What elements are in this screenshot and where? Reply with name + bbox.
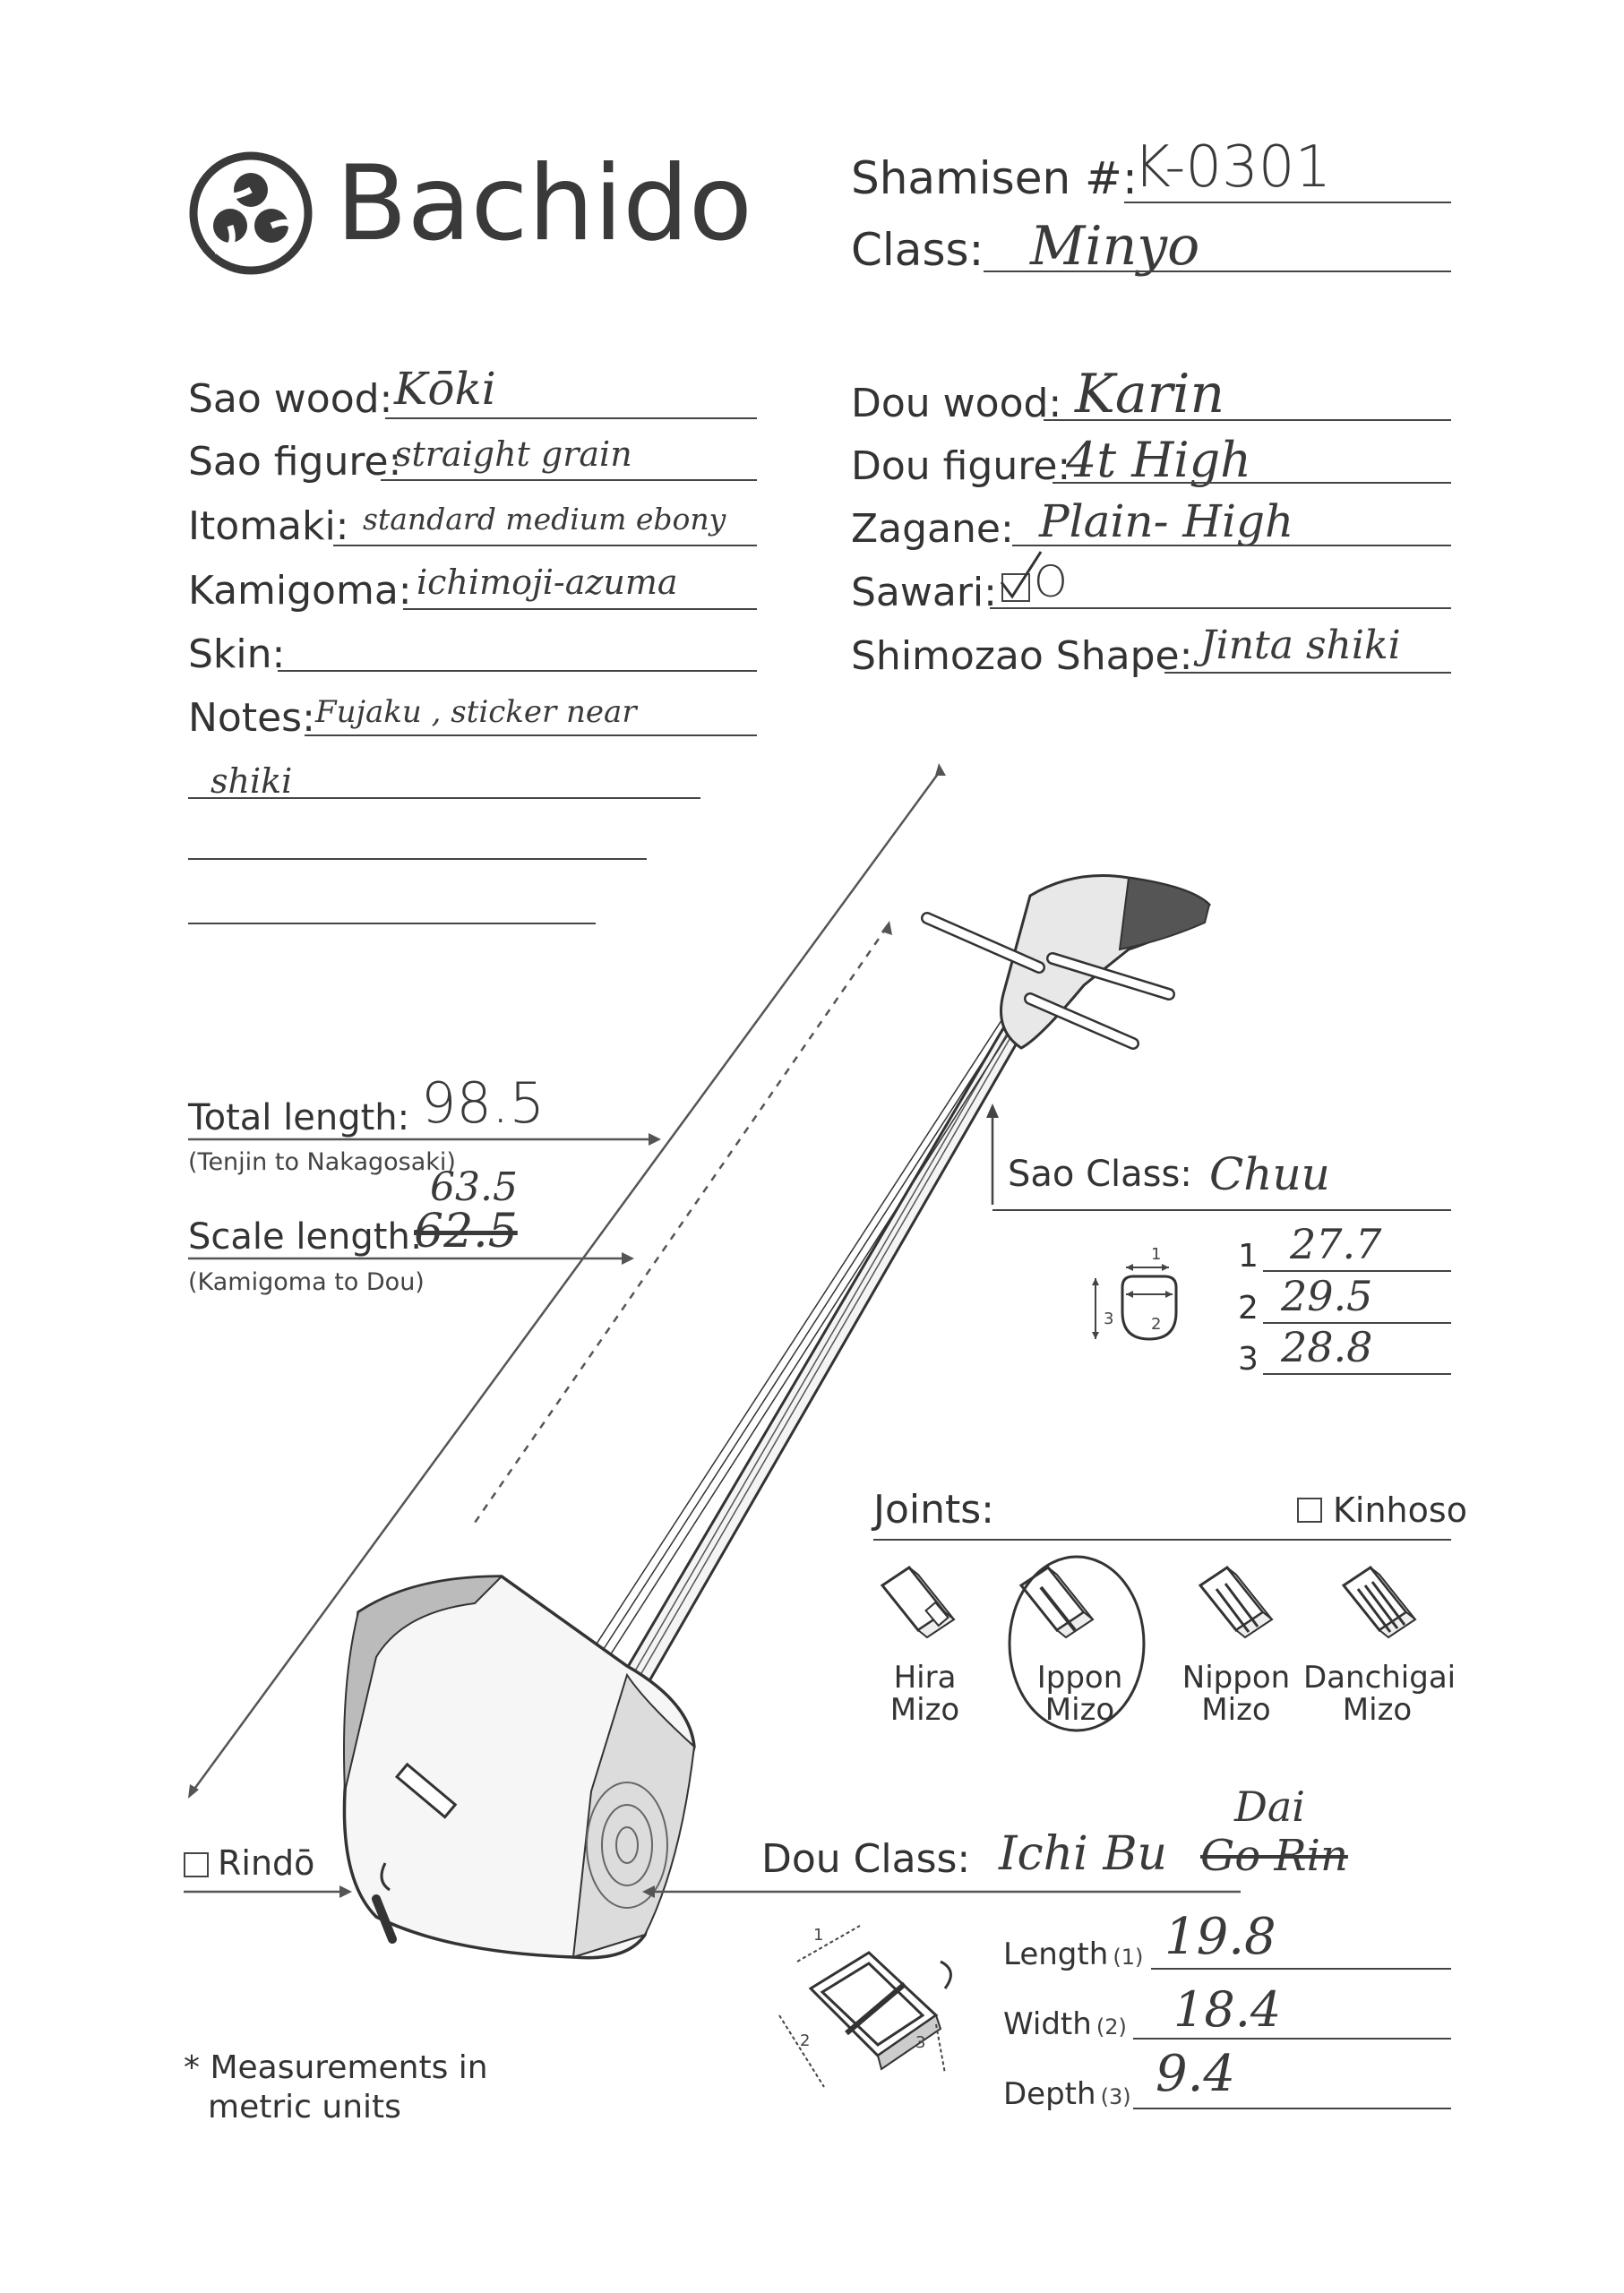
sao-diagram-label-2: 2 xyxy=(1151,1315,1162,1334)
kamigoma-label: Kamigoma: xyxy=(188,568,412,614)
dou-width-value: 18.4 xyxy=(1173,1981,1282,2038)
dou-depth-row xyxy=(1003,2076,1131,2112)
sao-figure-label: Sao figure: xyxy=(188,439,402,485)
dou-wood-underline xyxy=(1044,419,1451,421)
itomaki-underline xyxy=(333,545,757,546)
kamigoma-value: ichimoji-azuma xyxy=(417,563,678,602)
dou-depth-num: (3) xyxy=(1100,2084,1131,2109)
dou-class-label: Dou Class: xyxy=(761,1836,971,1882)
dou-class-struck: Go Rin xyxy=(1200,1831,1348,1881)
sao-cross-section-diagram xyxy=(1079,1241,1196,1357)
rindo-checkbox[interactable] xyxy=(184,1852,209,1877)
zagane-underline xyxy=(1012,545,1451,546)
dou-width-row xyxy=(1003,2006,1127,2042)
joint-hira-line2: Mizo xyxy=(889,1692,960,1728)
brand-name: Bachido xyxy=(336,143,752,264)
class-label: Class: xyxy=(851,224,984,276)
kinhoso-checkbox[interactable] xyxy=(1297,1498,1322,1523)
shimozao-shape-label: Shimozao Shape: xyxy=(851,633,1193,679)
sao-class-label: Sao Class: xyxy=(1008,1154,1192,1195)
sao-wood-underline xyxy=(385,417,757,419)
joint-hira-mizo-icon xyxy=(873,1559,972,1648)
dou-depth-value: 9.4 xyxy=(1156,2045,1236,2103)
sao-wood-label: Sao wood: xyxy=(188,376,393,422)
sawari-label: Sawari: xyxy=(851,570,997,615)
joint-hira-line1: Hira xyxy=(893,1660,957,1696)
sao-measure-1-value: 27.7 xyxy=(1290,1220,1382,1268)
sao-measure-3-num: 3 xyxy=(1238,1341,1259,1378)
scale-length-sub: (Kamigoma to Dou) xyxy=(188,1268,425,1296)
total-length-sub: (Tenjin to Nakagosaki) xyxy=(188,1148,456,1176)
joint-ippon-mizo-label xyxy=(1024,1662,1136,1726)
zagane-label: Zagane: xyxy=(851,506,1014,552)
dou-length-underline xyxy=(1151,1968,1451,1970)
skin-label: Skin: xyxy=(188,631,286,677)
itomaki-value: standard medium ebony xyxy=(363,502,726,537)
mitsudomoe-logo-icon xyxy=(188,150,314,276)
dou-length-row xyxy=(1003,1937,1143,1972)
scale-length-value: 63.5 xyxy=(430,1164,518,1210)
joint-hira-mizo-label xyxy=(869,1662,981,1726)
dou-figure-label: Dou figure: xyxy=(851,443,1071,489)
dou-depth-underline xyxy=(1133,2108,1451,2109)
dou-diagram-label-1: 1 xyxy=(813,1926,824,1945)
total-length-value: 98.5 xyxy=(421,1070,546,1136)
sao-measure-2-value: 29.5 xyxy=(1281,1272,1373,1320)
kamigoma-underline xyxy=(403,608,757,610)
dou-figure-underline xyxy=(1053,482,1451,484)
footnote-line1: * Measurements in xyxy=(184,2049,488,2086)
dou-width-label: Width xyxy=(1003,2006,1092,2042)
joints-label: Joints: xyxy=(873,1487,995,1533)
dou-diagram-label-2: 2 xyxy=(800,2031,811,2050)
skin-underline xyxy=(278,670,757,672)
scale-length-label: Scale length: xyxy=(188,1216,423,1258)
sao-figure-underline xyxy=(381,479,757,481)
dou-wood-label: Dou wood: xyxy=(851,381,1062,426)
itomaki-label: Itomaki: xyxy=(188,503,349,549)
kinhoso-label: Kinhoso xyxy=(1333,1490,1467,1530)
sao-diagram-label-3: 3 xyxy=(1104,1310,1114,1328)
sawari-value: O xyxy=(1034,557,1068,607)
dou-length-label: Length xyxy=(1003,1937,1109,1972)
shamisen-illustration xyxy=(170,752,1245,1988)
sawari-underline xyxy=(990,607,1451,609)
joint-nippon-mizo-icon xyxy=(1191,1559,1290,1648)
shimozao-shape-value: Jinta shiki xyxy=(1200,623,1401,668)
dou-diagram-label-3: 3 xyxy=(915,2033,926,2052)
dou-length-num: (1) xyxy=(1113,1945,1144,1970)
joint-nippon-line1: Nippon xyxy=(1181,1660,1291,1696)
joint-danchigai-line1: Danchigai xyxy=(1303,1660,1456,1696)
sao-class-underline xyxy=(992,1209,1451,1211)
footnote-line2: metric units xyxy=(208,2089,401,2126)
joint-danchigai-mizo-label xyxy=(1303,1660,1456,1728)
class-underline xyxy=(984,271,1451,272)
shamisen-number-label: Shamisen #: xyxy=(851,152,1138,204)
dou-class-correction: Dai xyxy=(1234,1782,1306,1831)
joint-nippon-line2: Mizo xyxy=(1201,1692,1271,1728)
sao-class-value: Chuu xyxy=(1209,1148,1330,1200)
notes-value: Fujaku , sticker near xyxy=(315,694,637,730)
dou-figure-value: 4t High xyxy=(1066,432,1251,488)
sao-diagram-label-1: 1 xyxy=(1151,1245,1162,1264)
dou-wood-value: Karin xyxy=(1075,363,1225,425)
joint-ippon-line2: Mizo xyxy=(1044,1692,1115,1728)
dou-width-underline xyxy=(1133,2038,1451,2040)
sao-figure-value: straight grain xyxy=(394,434,632,474)
shamisen-number-underline xyxy=(1124,202,1451,203)
joint-ippon-line1: Ippon xyxy=(1036,1660,1123,1696)
notes-underline-1 xyxy=(305,734,757,736)
dou-cross-section-diagram xyxy=(761,1917,967,2105)
dou-length-value: 19.8 xyxy=(1164,1908,1276,1966)
joint-danchigai-mizo-icon xyxy=(1335,1559,1433,1648)
notes-value-continued: shiki xyxy=(211,761,293,801)
dou-depth-label: Depth xyxy=(1003,2076,1096,2112)
joints-underline xyxy=(873,1539,1451,1541)
shimozao-shape-underline xyxy=(1164,672,1451,674)
sao-measure-2-num: 2 xyxy=(1238,1290,1259,1327)
scale-length-value-struck: 62.5 xyxy=(414,1205,518,1258)
shamisen-number-value: K-0301 xyxy=(1133,134,1332,201)
class-value: Minyo xyxy=(1030,215,1200,278)
zagane-value: Plain- High xyxy=(1039,495,1294,547)
sao-measure-1-num: 1 xyxy=(1238,1238,1259,1275)
sao-measure-3-value: 28.8 xyxy=(1281,1323,1373,1371)
joint-danchigai-line2: Mizo xyxy=(1342,1692,1413,1728)
dou-class-value: Ichi Bu xyxy=(999,1827,1168,1881)
sao-wood-value: Kōki xyxy=(394,363,496,415)
joint-nippon-mizo-label xyxy=(1173,1662,1299,1726)
sao-measure-3-underline xyxy=(1263,1373,1451,1375)
notes-label: Notes: xyxy=(188,695,315,741)
dou-width-num: (2) xyxy=(1096,2014,1127,2040)
total-length-label: Total length: xyxy=(188,1097,410,1138)
rindo-label: Rindō xyxy=(218,1843,315,1883)
